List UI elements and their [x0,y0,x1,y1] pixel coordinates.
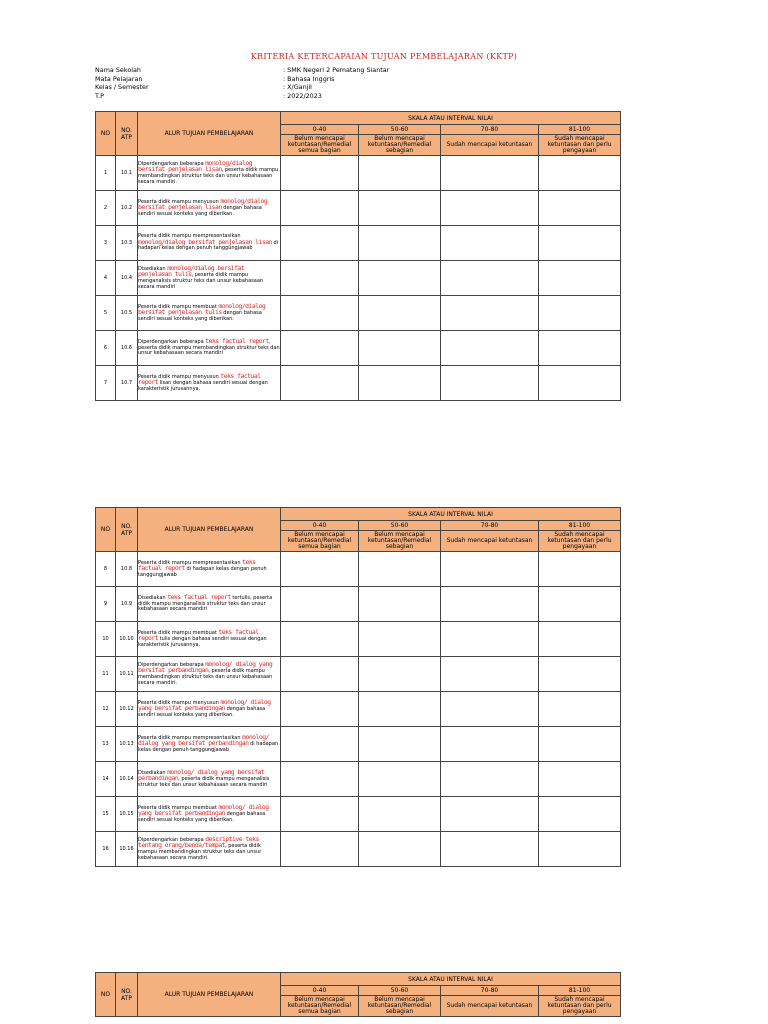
descriptor-header: Belum mencapai ketuntasan/Remedial semua bagian [281,531,359,552]
score-cell [441,797,539,832]
row-atp-number: 10.8 [116,552,138,587]
score-cell [281,226,359,261]
table-row [96,226,621,261]
objective-text: Diperdengarkan beberapa [138,836,206,843]
table-row [96,622,621,657]
table-row [96,587,621,622]
range-header: 0-40 [281,521,359,531]
objective-text: , peserta didik mampu membandingkan struktur teks dan unsur kebahasaan secara mandiri. [138,843,262,861]
objective-highlight: monolog/ dialog yang bersifat perbandingan [138,732,269,748]
score-cell [359,156,441,191]
header-skala: SKALA ATAU INTERVAL NILAI [281,508,621,521]
info-row [95,83,483,92]
row-number: 13 [96,727,116,762]
objective-text: tulis dengan bahasa sendiri sesuai dengan karakteristik jurusannya. [138,636,267,648]
row-objective [138,692,281,727]
kktp-table-2 [95,507,621,867]
table-1-body [96,156,621,401]
header-skala: SKALA ATAU INTERVAL NILAI [281,112,621,125]
score-cell [441,156,539,191]
objective-text: Diperdengarkan beberapa [138,339,206,346]
page-title: KRITERIA KETERCAPAIAN TUJUAN PEMBELAJARAN (KKTP) [250,52,518,61]
score-cell [539,832,621,867]
table-row [96,657,621,692]
objective-highlight: monolog/dialog bersifat penjelasan lisan [138,196,268,212]
objective-text: , peserta didik mampu membandingkan struktur teks dan unsur kebahasaan secara mandiri. [138,167,279,185]
table-2-body [96,552,621,867]
descriptor-header: Belum mencapai ketuntasan/Remedial sebagian [359,135,441,156]
row-atp-number: 10.15 [116,797,138,832]
row-number: 3 [96,226,116,261]
row-atp-number: 10.11 [116,657,138,692]
descriptor-header: Sudah mencapai ketuntasan dan perlu pengayaan [539,531,621,552]
row-objective [138,797,281,832]
kktp-table-3 [95,972,621,1017]
objective-text: dengan bahasa sendiri sesuai konteks yang diberikan. [138,205,262,217]
objective-text: di hadapan kelas dengan penuh tanggungjawab [138,741,279,753]
objective-text: dengan bahasa sendiri sesuai konteks yang diberikan. [138,706,266,718]
score-cell [281,692,359,727]
score-cell [281,657,359,692]
score-cell [359,552,441,587]
row-number: 10 [96,622,116,657]
score-cell [539,657,621,692]
descriptor-header: Belum mencapai ketuntasan/Remedial sebagian [359,531,441,552]
objective-highlight: monolog/ dialog yang bersifat perbandingan [138,659,273,675]
score-cell [539,692,621,727]
row-atp-number: 10.4 [116,261,138,296]
score-cell [441,552,539,587]
row-objective [138,657,281,692]
range-header: 50-60 [359,986,441,996]
row-atp-number: 10.5 [116,296,138,331]
objective-highlight: monolog/dialog bersifat penjelasan tulis [138,263,245,279]
objective-highlight: teks factual report [138,627,259,643]
score-cell [359,727,441,762]
score-cell [539,797,621,832]
score-cell [359,331,441,366]
score-cell [359,366,441,401]
range-header: 81-100 [539,125,621,135]
range-header: 70-80 [441,986,539,996]
row-objective [138,552,281,587]
objective-text: Peserta didik mampu menyusun [138,198,221,205]
row-atp-number: 10.6 [116,331,138,366]
score-cell [539,552,621,587]
kktp-table-1 [95,111,621,401]
objective-text: , peserta didik mampu membandingkan struktur teks dan unsur kebahasaan secara mandiri [138,339,280,357]
row-number: 16 [96,832,116,867]
row-objective [138,261,281,296]
row-number: 8 [96,552,116,587]
score-cell [441,296,539,331]
objective-highlight: monolog/ dialog yang bersifat perbandingan [138,697,271,713]
row-number: 9 [96,587,116,622]
objective-text: di hadapan kelas dengan penuh tanggungjawab [138,566,267,578]
score-cell [539,156,621,191]
score-cell [539,261,621,296]
score-cell [539,331,621,366]
objective-highlight: monolog/dialog bersifat penjelasan tulis [138,301,266,317]
score-cell [539,587,621,622]
objective-text: Disediakan [138,595,168,602]
info-label: Mata Pelajaran [95,74,143,83]
header-no: NO [96,508,116,552]
score-cell [281,727,359,762]
row-objective [138,191,281,226]
row-atp-number: 10.2 [116,191,138,226]
score-cell [281,762,359,797]
score-cell [281,296,359,331]
table-row [96,331,621,366]
table-row [96,762,621,797]
score-cell [441,331,539,366]
score-cell [359,657,441,692]
score-cell [441,226,539,261]
score-cell [441,762,539,797]
score-cell [441,832,539,867]
score-cell [539,191,621,226]
objective-text: Peserta didik mampu mempresentasikan [138,559,243,566]
score-cell [539,226,621,261]
objective-text: tertulis, peserta didik mampu menganalisis struktur teks dan unsur kebahasaan secara mandiri [138,595,273,613]
score-cell [441,692,539,727]
info-label: Nama Sekolah [95,66,141,74]
row-number: 15 [96,797,116,832]
table-row [96,727,621,762]
header-no: NO [96,973,116,1017]
row-atp-number: 10.12 [116,692,138,727]
objective-highlight: monolog/dialog bersifat penjelasan lisan [138,158,253,174]
table-row [96,296,621,331]
row-objective [138,832,281,867]
score-cell [281,191,359,226]
info-row [95,66,483,75]
score-cell [359,296,441,331]
objective-text: Peserta didik mampu mempresentasikan [138,734,243,741]
score-cell [441,191,539,226]
info-row [95,92,483,101]
score-cell [441,587,539,622]
row-objective [138,156,281,191]
objective-text: Peserta didik mampu menyusun [138,699,221,706]
score-cell [359,191,441,226]
score-cell [359,261,441,296]
row-number: 1 [96,156,116,191]
table-row [96,191,621,226]
descriptor-header: Sudah mencapai ketuntasan dan perlu pengayaan [539,996,621,1017]
objective-text: Diperdengarkan beberapa [138,661,206,668]
score-cell [281,156,359,191]
row-objective [138,331,281,366]
score-cell [359,622,441,657]
header-no-atp: NO. ATP [116,112,138,156]
row-number: 6 [96,331,116,366]
range-header: 70-80 [441,125,539,135]
row-atp-number: 10.14 [116,762,138,797]
score-cell [359,832,441,867]
info-value: : SMK Negeri 2 Pematang Siantar [283,66,390,74]
row-number: 7 [96,366,116,401]
range-header: 70-80 [441,521,539,531]
descriptor-header: Belum mencapai ketuntasan/Remedial sebagian [359,996,441,1017]
score-cell [441,657,539,692]
row-number: 4 [96,261,116,296]
objective-highlight: descriptive teks tentang orang/benda/tempat [138,834,259,850]
objective-highlight: monolog/dialog bersifat penjelasan lisan [138,237,272,246]
header-no-atp: NO. ATP [116,973,138,1017]
objective-text: Diperdengarkan beberapa [138,160,206,167]
header-alur: ALUR TUJUAN PEMBELAJARAN [138,973,281,1017]
row-atp-number: 10.10 [116,622,138,657]
objective-highlight: monolog/ dialog yang bersifat perbandingan [138,802,269,818]
score-cell [281,587,359,622]
descriptor-header: Belum mencapai ketuntasan/Remedial semua bagian [281,996,359,1017]
row-number: 14 [96,762,116,797]
table-row [96,156,621,191]
row-objective [138,762,281,797]
range-header: 81-100 [539,986,621,996]
score-cell [441,622,539,657]
row-objective [138,587,281,622]
range-header: 0-40 [281,125,359,135]
score-cell [539,296,621,331]
row-number: 12 [96,692,116,727]
row-number: 5 [96,296,116,331]
table-row [96,552,621,587]
score-cell [539,366,621,401]
objective-text: di hadapan kelas dengan penuh tanggungjawab [138,239,279,252]
info-value: : 2022/2023 [283,91,322,100]
row-atp-number: 10.9 [116,587,138,622]
score-cell [359,692,441,727]
header-alur: ALUR TUJUAN PEMBELAJARAN [138,112,281,156]
row-objective [138,622,281,657]
info-value: : Bahasa Inggris [283,74,335,83]
objective-highlight: monolog/ dialog yang bersifat perbandingan [138,767,265,783]
table-row [96,797,621,832]
row-atp-number: 10.3 [116,226,138,261]
header-alur: ALUR TUJUAN PEMBELAJARAN [138,508,281,552]
range-header: 81-100 [539,521,621,531]
objective-text: , peserta didik mampu menganalisis struktur teks dan unsur kebahasaan secara mandiri [138,272,264,290]
objective-highlight: teks factual report [138,557,256,573]
range-header: 0-40 [281,986,359,996]
objective-text: dengan bahasa sendiri sesuai konteks yang diberikan. [138,811,266,823]
row-atp-number: 10.16 [116,832,138,867]
score-cell [539,727,621,762]
score-cell [441,261,539,296]
score-cell [441,727,539,762]
score-cell [359,762,441,797]
objective-text: , peserta didik mampu menganalisis struktur teks dan unsur kebahasaan secara mandiri [138,776,270,788]
range-header: 50-60 [359,125,441,135]
row-objective [138,366,281,401]
header-skala: SKALA ATAU INTERVAL NILAI [281,973,621,986]
score-cell [281,261,359,296]
score-cell [539,762,621,797]
objective-text: dengan bahasa sendiri sesuai konteks yang diberikan. [138,310,262,322]
header-no: NO [96,112,116,156]
objective-highlight: teks factual report [138,371,261,387]
row-atp-number: 10.1 [116,156,138,191]
header-no-atp: NO. ATP [116,508,138,552]
score-cell [281,622,359,657]
objective-text: Disediakan [138,265,168,272]
range-header: 50-60 [359,521,441,531]
row-objective [138,296,281,331]
row-objective [138,226,281,261]
row-number: 11 [96,657,116,692]
score-cell [281,552,359,587]
descriptor-header: Sudah mencapai ketuntasan dan perlu pengayaan [539,135,621,156]
objective-highlight: teks factual report [205,337,269,346]
table-row [96,261,621,296]
score-cell [281,832,359,867]
score-cell [281,366,359,401]
school-info [95,66,483,100]
objective-text: Peserta didik mampu membuat [138,303,219,310]
objective-text: Peserta didik mampu membuat [138,804,219,811]
table-row [96,692,621,727]
objective-text: Disediakan [138,769,168,776]
row-number: 2 [96,191,116,226]
score-cell [281,331,359,366]
row-atp-number: 10.7 [116,366,138,401]
score-cell [359,797,441,832]
score-cell [441,366,539,401]
objective-highlight: teks factual report [167,593,231,602]
objective-text: Peserta didik mampu menyusun [138,373,221,380]
objective-text: Peserta didik mampu mempresentasikan [138,233,241,240]
score-cell [539,622,621,657]
table-row [96,366,621,401]
info-row [95,75,483,84]
score-cell [359,226,441,261]
row-atp-number: 10.13 [116,727,138,762]
objective-text: Peserta didik mampu membuat [138,629,219,636]
objective-text: , peserta didik mampu membandingkan struktur teks dan unsur kebahasaan secara mandiri. [138,668,273,686]
info-value: : X/Ganjil [283,83,312,92]
info-label: T.P [95,91,105,100]
table-row [96,832,621,867]
objective-text: lisan dengan bahasa sendiri sesuai dengan karakteristik jurusannya. [138,380,268,392]
descriptor-header: Sudah mencapai ketuntasan [441,531,539,552]
descriptor-header: Sudah mencapai ketuntasan [441,996,539,1017]
descriptor-header: Sudah mencapai ketuntasan [441,135,539,156]
row-objective [138,727,281,762]
score-cell [281,797,359,832]
score-cell [359,587,441,622]
info-label: Kelas / Semester [95,83,149,92]
descriptor-header: Belum mencapai ketuntasan/Remedial semua bagian [281,135,359,156]
